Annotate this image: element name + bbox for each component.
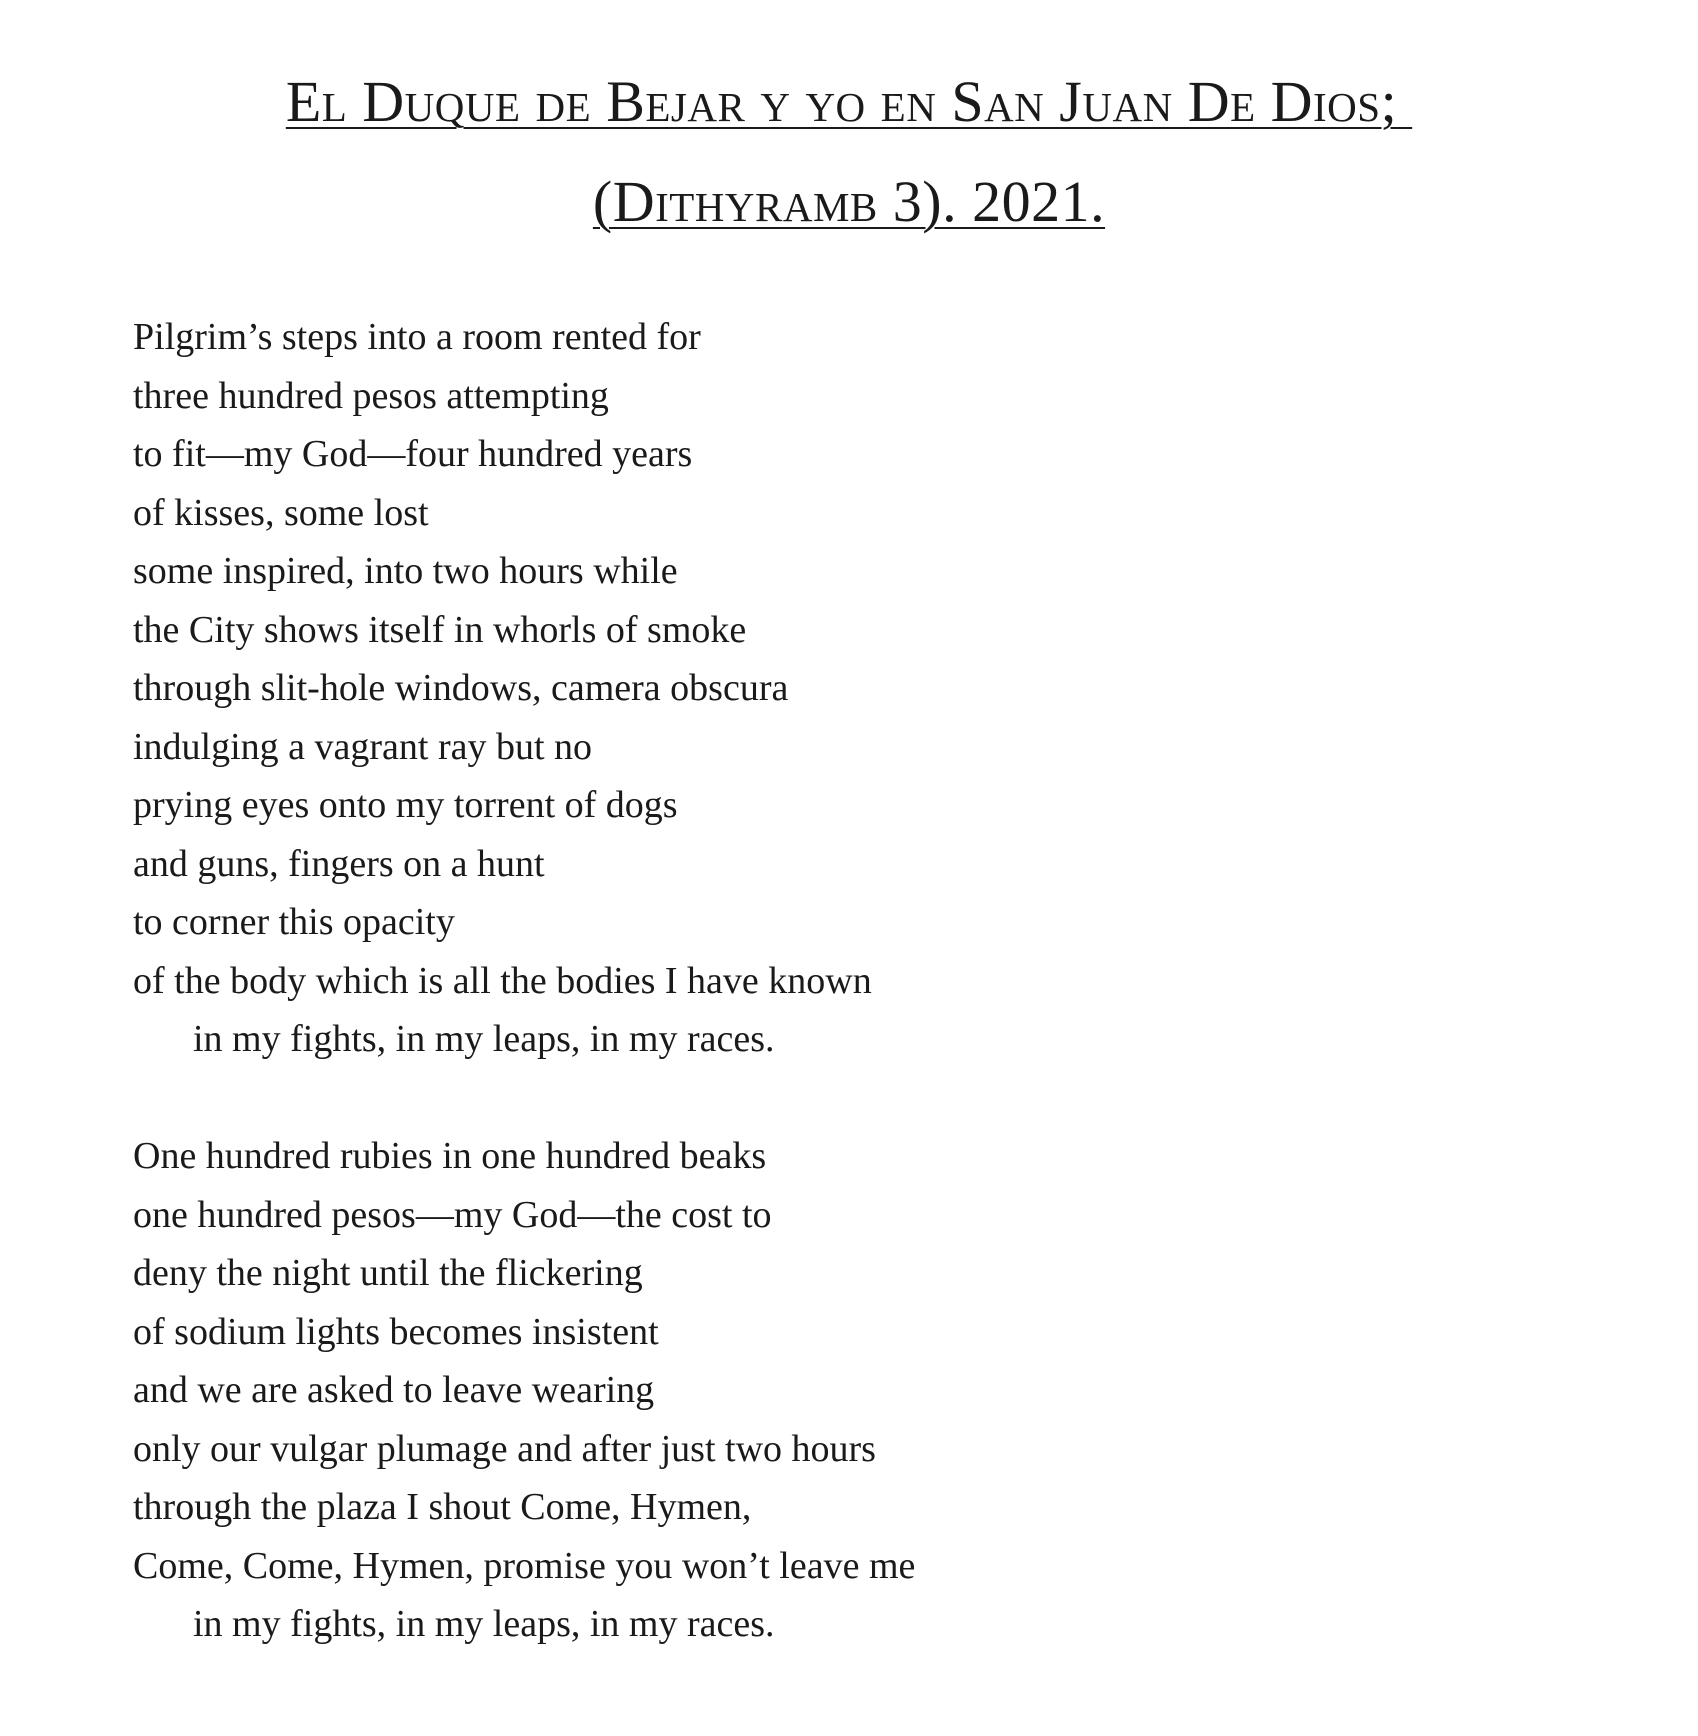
title-line-1: El Duque de Bejar y yo en San Juan De Dios; — [285, 69, 1413, 134]
poem-line: and we are asked to leave wearing — [133, 1369, 655, 1411]
poem-line: One hundred rubies in one hundred beaks — [133, 1135, 767, 1177]
poem-line: three hundred pesos attempting — [133, 374, 609, 417]
stanza-break — [133, 1069, 1583, 1128]
poem-line: some inspired, into two hours while — [133, 550, 678, 592]
stanza-2 — [133, 1127, 1583, 1654]
poem-line: through slit-hole windows, camera obscura — [133, 667, 789, 709]
poem-line: of sodium lights becomes insistent — [133, 1310, 659, 1353]
poem-body — [133, 308, 1583, 1654]
poem-line: and guns, fingers on a hunt — [133, 842, 545, 885]
poem-line: of the body which is all the bodies I have known — [133, 959, 872, 1002]
poem-line: Pilgrim’s steps into a room rented for — [133, 316, 701, 358]
poem-line: deny the night until the flickering — [133, 1252, 643, 1294]
poem-line: to corner this opacity — [133, 901, 455, 943]
poem-line: only our vulgar plumage and after just two hours — [133, 1427, 876, 1470]
poem-title — [0, 52, 1698, 252]
refrain-line: in my fights, in my leaps, in my races. — [193, 1603, 775, 1645]
stanza-1 — [133, 308, 1583, 1069]
title-line-2: (Dithyramb 3). 2021. — [592, 169, 1106, 234]
poem-line: through the plaza I shout Come, Hymen, — [133, 1486, 752, 1528]
poem-line: of kisses, some lost — [133, 491, 429, 534]
poem-line: to fit—my God—four hundred years — [133, 433, 693, 475]
poem-line: the City shows itself in whorls of smoke — [133, 608, 747, 651]
poem-line: indulging a vagrant ray but no — [133, 725, 593, 768]
poem-line: one hundred pesos—my God—the cost to — [133, 1193, 772, 1236]
poem-line: Come, Come, Hymen, promise you won’t leave me — [133, 1544, 916, 1587]
poem-line: prying eyes onto my torrent of dogs — [133, 784, 678, 826]
refrain-line: in my fights, in my leaps, in my races. — [193, 1018, 775, 1060]
